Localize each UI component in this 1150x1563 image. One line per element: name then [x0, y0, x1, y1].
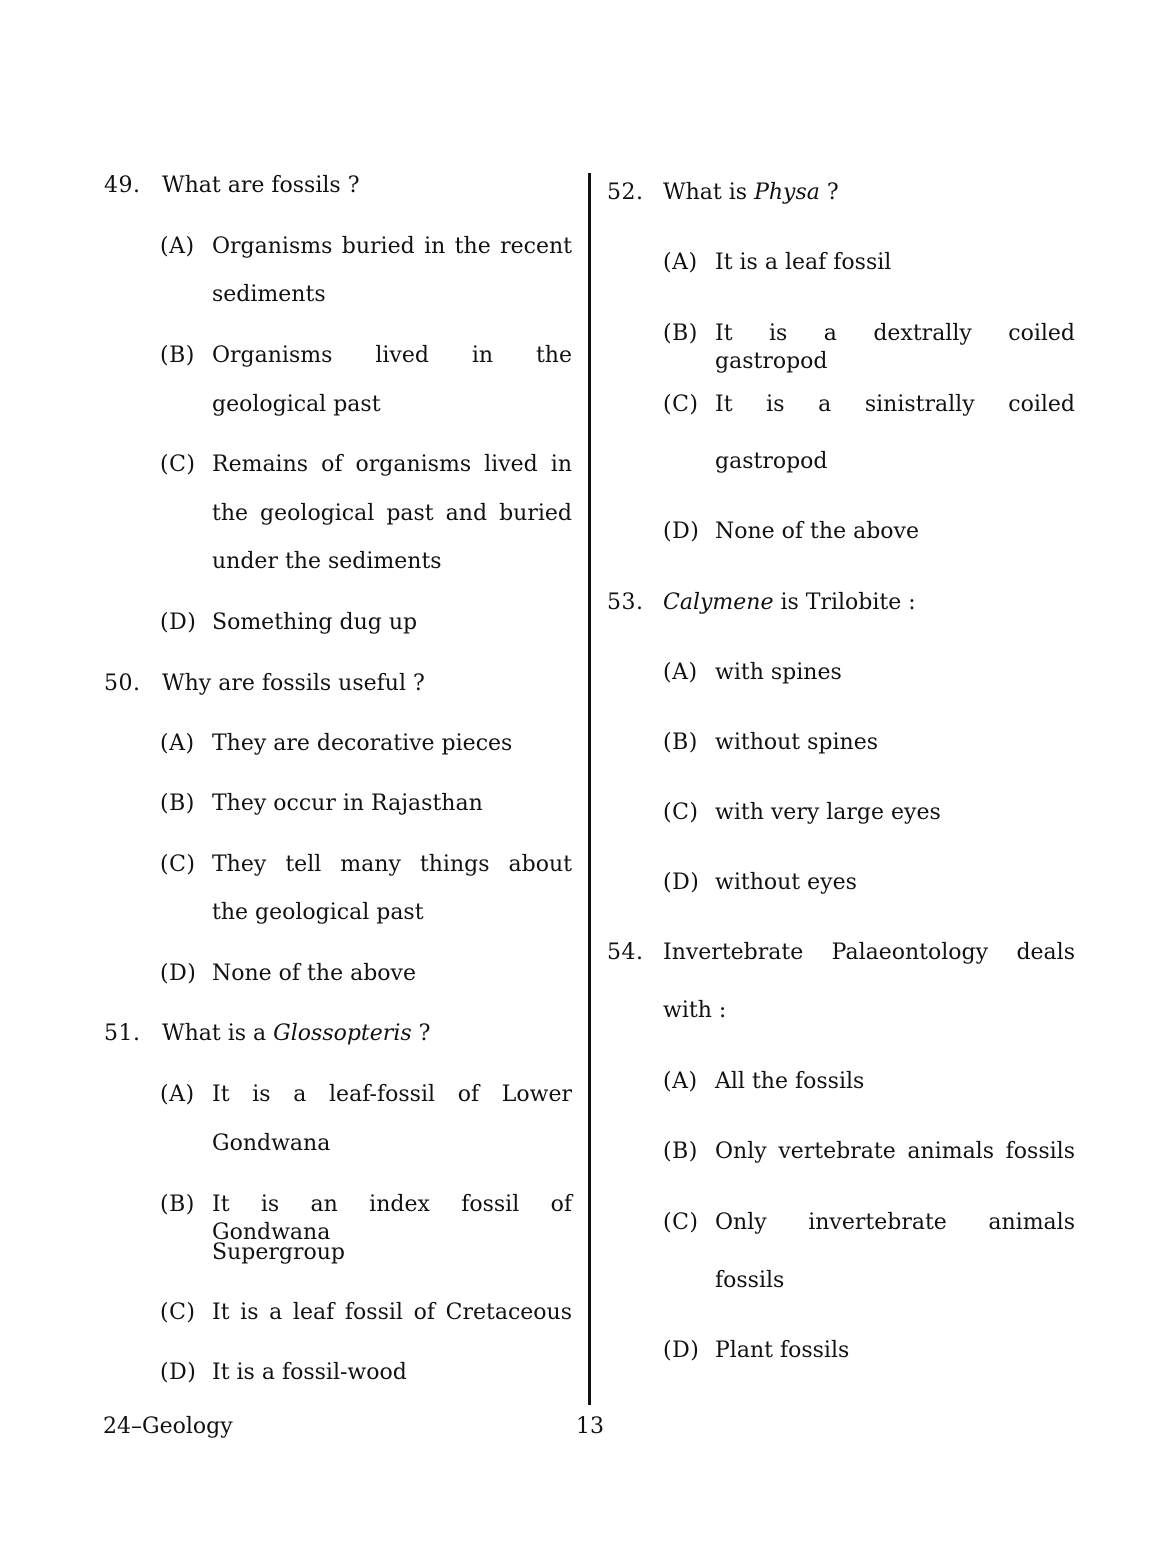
option-text: the geological past and buried: [212, 501, 572, 526]
question-number: 54.: [607, 940, 644, 965]
option-text: gastropod: [715, 449, 828, 474]
option-text: the geological past: [212, 900, 424, 925]
option-text: Organisms buried in the recent: [212, 234, 572, 259]
option-letter: (C): [663, 800, 699, 825]
option-text: It is a dextrally coiled gastropod: [715, 321, 1075, 374]
question-number: 49.: [104, 173, 141, 198]
option-letter: (C): [663, 1210, 699, 1235]
option-letter: (D): [160, 1360, 197, 1385]
page-number: 13: [576, 1414, 604, 1439]
question-text: What are fossils ?: [162, 173, 360, 198]
option-letter: (A): [663, 1069, 698, 1094]
option-letter: (C): [160, 852, 196, 877]
option-text: Supergroup: [212, 1240, 345, 1265]
option-letter: (C): [663, 392, 699, 417]
question-number: 51.: [104, 1021, 141, 1046]
option-letter: (B): [663, 321, 698, 346]
option-letter: (D): [160, 610, 197, 635]
option-text: Only invertebrate animals: [715, 1210, 1075, 1235]
option-text: Plant fossils: [715, 1338, 850, 1363]
option-text: with very large eyes: [715, 800, 941, 825]
option-letter: (A): [663, 660, 698, 685]
option-letter: (B): [160, 1192, 195, 1217]
option-text: sediments: [212, 282, 326, 307]
option-text: under the sediments: [212, 549, 442, 574]
option-letter: (D): [160, 961, 197, 986]
question-text: What is a Glossopteris ?: [162, 1021, 431, 1046]
option-letter: (A): [160, 234, 195, 259]
footer-subject-code: 24–Geology: [103, 1414, 233, 1439]
option-text: It is a leaf fossil of Cretaceous: [212, 1300, 572, 1325]
option-letter: (C): [160, 1300, 196, 1325]
option-text: fossils: [715, 1268, 785, 1293]
option-text: None of the above: [212, 961, 416, 986]
option-letter: (A): [160, 731, 195, 756]
question-number: 53.: [607, 590, 644, 615]
option-text: All the fossils: [715, 1069, 865, 1094]
option-text: It is a sinistrally coiled: [715, 392, 1075, 417]
option-text: without eyes: [715, 870, 857, 895]
option-text: They tell many things about: [212, 852, 572, 877]
question-text: Calymene is Trilobite :: [663, 590, 916, 615]
option-letter: (B): [663, 730, 698, 755]
option-text: It is a fossil-wood: [212, 1360, 407, 1385]
question-number: 50.: [104, 671, 141, 696]
option-letter: (A): [663, 250, 698, 275]
option-letter: (C): [160, 452, 196, 477]
option-letter: (B): [160, 343, 195, 368]
option-text: None of the above: [715, 519, 919, 544]
option-text: Something dug up: [212, 610, 418, 635]
question-text: with :: [663, 998, 727, 1023]
question-number: 52.: [607, 180, 644, 205]
option-text: They are decorative pieces: [212, 731, 513, 756]
option-text: geological past: [212, 392, 381, 417]
question-text: Invertebrate Palaeontology deals: [663, 940, 1075, 965]
column-divider: [588, 173, 591, 1405]
option-letter: (D): [663, 519, 700, 544]
option-text: Remains of organisms lived in: [212, 452, 572, 477]
option-text: Only vertebrate animals fossils: [715, 1139, 1075, 1164]
option-letter: (B): [160, 791, 195, 816]
option-letter: (B): [663, 1139, 698, 1164]
option-text: It is a leaf-fossil of Lower: [212, 1082, 572, 1107]
option-text: It is a leaf fossil: [715, 250, 892, 275]
option-text: They occur in Rajasthan: [212, 791, 483, 816]
option-text: Gondwana: [212, 1131, 331, 1156]
option-text: Organisms lived in the: [212, 343, 572, 368]
question-text: What is Physa ?: [663, 180, 839, 205]
option-letter: (D): [663, 870, 700, 895]
question-text: Why are fossils useful ?: [162, 671, 425, 696]
option-letter: (D): [663, 1338, 700, 1363]
option-text: without spines: [715, 730, 879, 755]
option-text: It is an index fossil of Gondwana: [212, 1192, 572, 1245]
option-text: with spines: [715, 660, 842, 685]
option-letter: (A): [160, 1082, 195, 1107]
